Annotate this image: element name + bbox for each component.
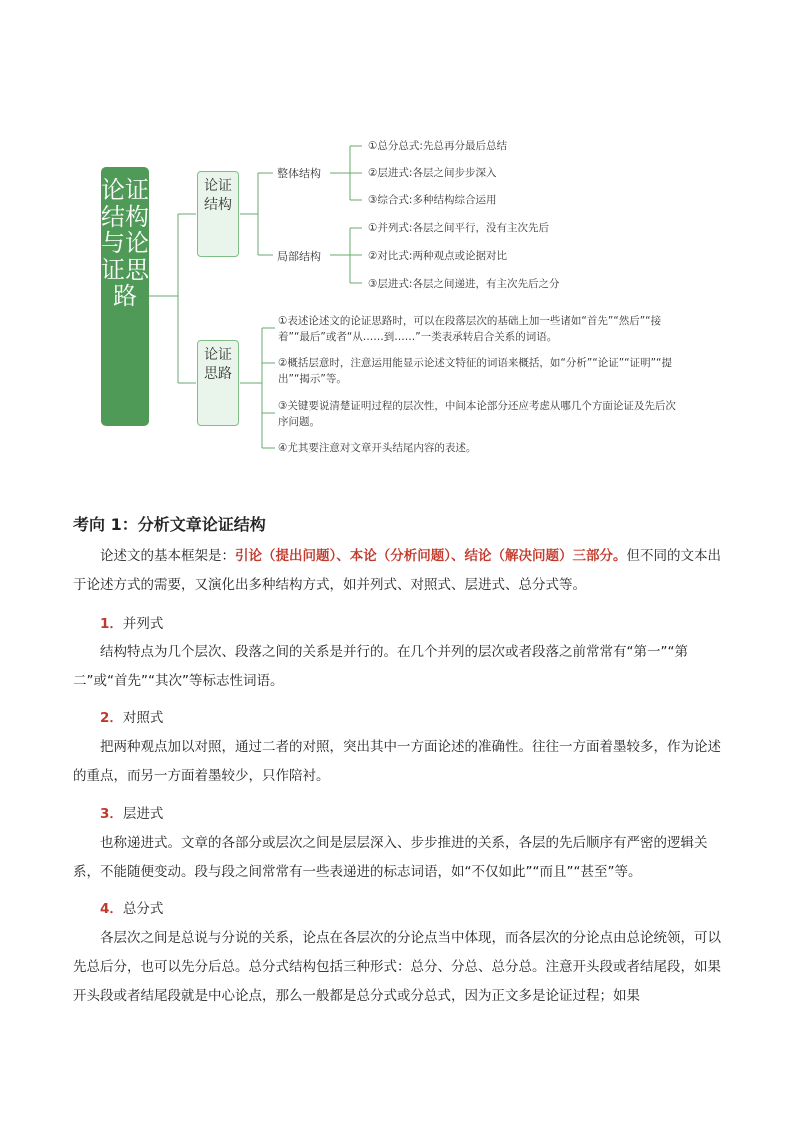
mindmap-root: 论证结构与论证思路 bbox=[101, 167, 149, 426]
subheading-number: 2． bbox=[100, 710, 123, 726]
intro-paragraph bbox=[73, 542, 721, 600]
subheading-title: 层进式 bbox=[122, 806, 164, 822]
subheading-number: 4． bbox=[100, 901, 123, 917]
intro-text-cont: 但不同的文本出于论述方式的需要，又演化出多种结构方式，如并列式、对照式、层进式、总分式等。 bbox=[73, 548, 721, 593]
mindmap-leaf: ②概括层意时，注意运用能显示论述文特征的词语来概括，如“分析”“论证”“证明”“提出”“揭示”等。 bbox=[278, 357, 672, 385]
subheading-number: 3． bbox=[100, 806, 123, 822]
mindmap-leaf: ③层进式:各层之间递进，有主次先后之分 bbox=[368, 278, 560, 290]
mindmap-branch-structure: 论证结构 bbox=[197, 171, 239, 257]
subheading-title: 对照式 bbox=[122, 710, 164, 726]
subheading bbox=[100, 612, 163, 632]
mindmap-group-local: 局部结构 bbox=[277, 250, 321, 263]
subheading bbox=[100, 897, 163, 917]
subheading-title: 并列式 bbox=[122, 616, 164, 632]
body-paragraph: 各层次之间是总说与分说的关系，论点在各层次的分论点当中体现，而各层次的分论点由总论统领，可以先总后分，也可以先分后总。总分式结构包括三种形式：总分、分总、总分总。注意开头段或者结尾段，如果开头段或者结尾段就是中心论点，那么一般都是总分式或分总式，因为正文多是论证过程；如果 bbox=[73, 930, 721, 1004]
mindmap-group-overall: 整体结构 bbox=[277, 167, 321, 180]
mindmap-branch-thinking: 论证思路 bbox=[197, 340, 239, 426]
body-paragraph: 也称递进式。文章的各部分或层次之间是层层深入、步步推进的关系，各层的先后顺序有严密的逻辑关系，不能随便变动。段与段之间常常有一些表递进的标志词语，如“不仅如此”“而且”“甚至”等。 bbox=[73, 835, 708, 880]
mindmap-leaf: ①并列式:各层之间平行，没有主次先后 bbox=[368, 222, 549, 234]
mindmap-leaf: ②层进式:各层之间步步深入 bbox=[368, 167, 497, 179]
mindmap-leaf: ④尤其要注意对文章开头结尾内容的表述。 bbox=[278, 442, 477, 454]
mindmap-leaf: ③综合式:多种结构综合运用 bbox=[368, 194, 497, 206]
section-heading: 考向 1：分析文章论证结构 bbox=[73, 515, 266, 534]
subheading bbox=[100, 802, 163, 822]
subheading-number: 1． bbox=[100, 616, 123, 632]
subheading-title: 总分式 bbox=[122, 901, 164, 917]
mindmap-leaf: ③关键要说清楚证明过程的层次性，中间本论部分还应考虑从哪几个方面论证及先后次序问题。 bbox=[278, 400, 676, 428]
body-paragraph: 把两种观点加以对照，通过二者的对照，突出其中一方面论述的准确性。往往一方面着墨较多，作为论述的重点，而另一方面着墨较少，只作陪衬。 bbox=[73, 739, 721, 784]
mindmap-leaf: ①总分总式:先总再分最后总结 bbox=[368, 140, 507, 152]
subheading bbox=[100, 706, 163, 726]
intro-highlight: 引论（提出问题）、本论（分析问题）、结论（解决问题）三部分。 bbox=[235, 548, 627, 564]
mindmap-leaf: ①表述论述文的论证思路时，可以在段落层次的基础上加一些诸如“首先”“然后”“接着”“最后”或者“从……到……”一类表承转启合关系的词语。 bbox=[278, 315, 662, 343]
mindmap-leaf: ②对比式:两种观点或论据对比 bbox=[368, 250, 507, 262]
intro-text: 论述文的基本框架是： bbox=[100, 548, 235, 564]
body-paragraph: 结构特点为几个层次、段落之间的关系是并行的。在几个并列的层次或者段落之前常常有“第一”“第二”或“首先”“其次”等标志性词语。 bbox=[73, 644, 688, 689]
